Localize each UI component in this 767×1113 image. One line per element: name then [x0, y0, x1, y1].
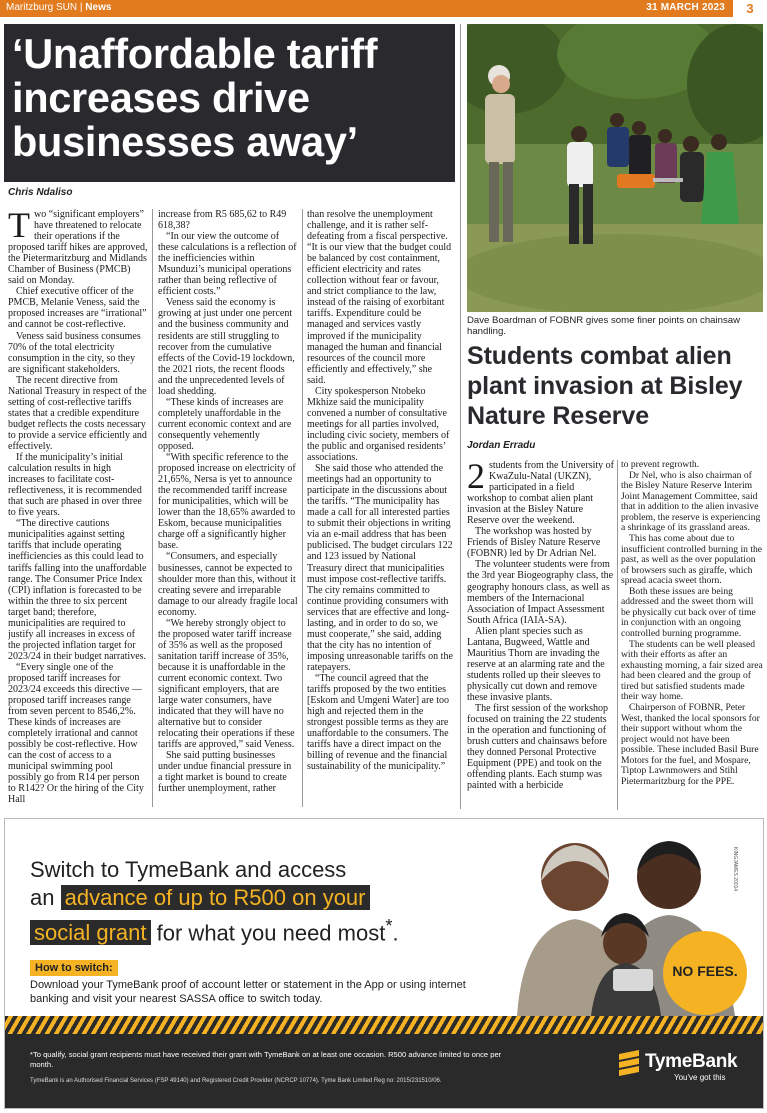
no-fees-badge: [663, 931, 747, 1015]
article-byline: Chris Ndaliso: [8, 187, 73, 198]
full-stop: .: [392, 920, 399, 946]
news-photo: [467, 24, 763, 312]
paragraph: The first session of the workshop focused on training the 22 students in the operation and functioning of brush cutters and chainsaws before they donned Personal Protective Equipment (PPE) and took on the offending plants. Each stump was painted with a herbicide: [467, 703, 609, 792]
advert-title-highlight: social grant: [30, 920, 151, 945]
article-2-column-1: [467, 460, 614, 812]
section-name: News: [85, 2, 112, 13]
paragraph: The recent directive from National Treasury in respect of the setting of cost-reflective tariffs states that a credible expenditure budget reflects the costs necessary to provide a service efficiently and effectively.: [8, 374, 147, 452]
advert-title-line-1: Switch to TymeBank and access: [30, 857, 347, 882]
paragraph: The volunteer students were from the 3rd year Biogeography class, the geography honours class, as well as members of the Internacional Association of Impact Assessment South Africa (IAIA-SA).: [467, 559, 614, 626]
column-divider: [152, 209, 153, 807]
article-2-column-2: [621, 460, 763, 812]
brand-tagline: You've got this: [674, 1073, 726, 1082]
paragraph: The workshop was hosted by Friends of Bisley Nature Reserve (FOBNR) led by Dr Adrian Nel.: [467, 526, 601, 560]
page-header-bar: [0, 0, 767, 17]
paragraph: “Consumers, and especially businesses, cannot be expected to shoulder more than this, without it creating severe and irreparable damage to our already fragile local economy.: [158, 551, 298, 618]
brand-name: TymeBank: [645, 1051, 738, 1072]
paragraph: Dr Nel, who is also chairman of the Bisley Nature Reserve Interim Joint Management Committee, said that in addition to the alien invasive problem, the reserve is experiencing a shrinkage of its grassland areas.: [621, 469, 761, 534]
paragraph: “These kinds of increases are completely unaffordable in the current economic context and are consequently vehemently opposed.: [158, 396, 292, 452]
paragraph: Veness said business consumes 70% of the total electricity consumption in the city, so they are significant stakeholders.: [8, 330, 141, 375]
paragraph: The students can be well pleased with their efforts as after an exhausting morning, a fair sized area had been cleared and the group of tired but satisfied students made their way home.: [621, 638, 763, 703]
paragraph: This has come about due to insufficient controlled burning in the past, as well as the over population of browsers such as giraffe, which spread acacia sweet thorn.: [621, 532, 763, 587]
issue-date: 31 MARCH 2023: [646, 2, 725, 13]
paragraph: City spokesperson Ntobeko Mkhize said the municipality convened a number of consultative meetings for all parties involved, including civic society, members of the public and organised residents’ associations.: [307, 385, 450, 464]
paragraph: “With specific reference to the proposed increase on electricity of 21,65%, Nersa is yet to announce the recommended tariff increase for municipalities, which will be lower than the 18,65% awarded to Eskom, because municipalities charge off a significantly higher base.: [158, 452, 296, 552]
article-2-byline: Jordan Erradu: [467, 440, 536, 451]
paragraph: than resolve the unemployment challenge, and it is rather self-defeating from a fiscal perspective. “It is our view that the budget could be balanced by cost containment, efficient electricity and rates collection without fear or favour, and strict compliance to the law, instead of the raising of exorbitant tariffs. Expenditure could be managed and services vastly improved if the municipality managed the human and financial resources of the council more efficiently and effectively,” she said.: [307, 209, 452, 386]
column-divider: [617, 460, 618, 810]
paragraph: Alien plant species such as Lantana, Bugweed, Wattle and Mauritius Thorn are invading the reserve at an alarming rate and the students rolled up their sleeves to physically cut down and remove these invasive plants.: [467, 625, 605, 703]
paragraph: Both these issues are being addressed and the sweet thorn will be physically cut back over of time in conjunction with an ongoing controlled burning programme.: [621, 585, 756, 639]
paragraph: If the municipality’s initial calculation results in high increases to facilitate cost-reflectiveness, it is recommended that such are phased in over three to five years.: [8, 452, 142, 519]
no-fees-text: NO FEES.: [672, 963, 738, 979]
paragraph: Chief executive officer of the PMCB, Melanie Veness, said the proposed increases are “irrational” and cannot be cost-reflective.: [8, 286, 147, 331]
advert-legal-text: TymeBank is an Authorised Financial Services (FSP 49140) and Registered Credit Provider (NCRCP 10774). Tyme Bank Limited Reg no: 2015/231510/06.: [30, 1078, 442, 1084]
asterisk-mark: *: [385, 915, 393, 936]
paragraph: Chairperson of FOBNR, Peter West, thanked the local sponsors for their support without whom the project would not have been possible. These included Basil Bure Motors for the fuel, and Mospare, Tiptop Lawnmowers and Stihl Pietermaritzburg for the PPE.: [621, 701, 760, 787]
paragraph: “In our view the outcome of these calculations is a reflection of the inefficiencies within Msunduzi’s municipal operations rather than being reflective of efficient costs.”: [158, 231, 297, 298]
advert-fine-print: *To qualify, social grant recipients must have received their grant with TymeBank on at least one occasion. R500 advance limited to once per month.: [30, 1050, 502, 1069]
article-2-headline: Students combat alien plant invasion at Bisley Nature Reserve: [467, 342, 743, 430]
advert-reference: KINGJAMES 20014: [732, 847, 738, 892]
paragraph: “The council agreed that the tariffs proposed by the two entities [Eskom and Umgeni Water] are too high and rejected them in the strongest possible terms as they are unaffordable to the consumers. The tariffs have a direct impact on the billing of revenue and the financial sustainability of the municipality.”: [307, 672, 450, 773]
drop-cap: 2: [467, 460, 485, 496]
tymebank-advert: [4, 818, 764, 1109]
advert-title-line-2: [30, 885, 370, 911]
advert-title-highlight: advance of up to R500 on your: [61, 885, 370, 910]
how-to-switch-text: Download your TymeBank proof of account letter or statement in the App or using internet banking and visit your nearest SASSA office to switch today.: [30, 979, 466, 1005]
paragraph: She said those who attended the meetings had an opportunity to participate in the discussions about the tariffs. “The municipality has made a call for all interested parties to submit their objections in writing via an e-mail address that has been publicised. The budget circulars 122 and 123 issued by National Treasury direct that municipalities must impose cost-reflective tariffs. The city remains committed to continue providing consumers with services that are effective and long-lasting, and in order to do so, we must cooperate,” she said, adding that the city has no intention of imposing unreasonable tariffs on the ratepayers.: [307, 463, 453, 673]
article-column-1: [8, 209, 148, 809]
article-headline-box: [4, 24, 455, 182]
column-divider: [302, 209, 303, 807]
advert-title-plain: for what you need most: [156, 920, 386, 946]
paragraph: She said putting businesses under undue financial pressure in a tight market is bound to create further unemployment, rather: [158, 750, 292, 795]
drop-cap: T: [8, 209, 30, 245]
paragraph: “Every single one of the proposed tariff increases for 2023/24 exceeds this directive — proposed tariff increases range from seven percent to 8546,2%. These kinds of increases are completely irrational and cannot possibly be cost-reflective. How can the cost of access to a municipal swimming pool possibly go from R14 per person to R142? Or the hiring of the City Hall: [8, 661, 144, 806]
paragraph: “The directive cautions municipalities against setting tariffs that include operating inefficiencies as this could lead to tariffs falling into the unaffordable range. The Consumer Price Index (CPI) inflation is forecasted to be within the three to six percent target band; therefore, municipalities are required to justify all increases in excess of the projected inflation target for 2023/24 in their budget narratives.: [8, 518, 147, 662]
paragraph: “We hereby strongly object to the proposed water tariff increase of 35% as well as the proposed sanitation tariff increase of 35%, because it is unaffordable in the current economic context. Two significant employers, that are large water consumers, have indicated that they will have no alternative but to consider relocating their operations if these tariffs are approved,” said Veness.: [158, 617, 295, 751]
publication-section: Maritzburg SUN | News: [6, 2, 112, 13]
how-to-switch-label: How to switch:: [30, 960, 118, 976]
paragraph: to prevent regrowth.: [621, 460, 700, 470]
section-divider: [460, 24, 461, 809]
article-column-2: [158, 209, 298, 809]
paragraph: wo “significant employers” have threatened to relocate their operations if the proposed tariff hikes are approved, the Pietermaritzburg and Midlands Chamber of Business (PMCB) said on Monday.: [8, 209, 148, 287]
tymebank-logo: [617, 1048, 747, 1088]
advert-title-plain: an: [30, 885, 55, 910]
advert-title-line-3: [30, 915, 399, 946]
paragraph: increase from R5 685,62 to R49 618,38?: [158, 209, 287, 232]
tymebank-logo-icon: [617, 1048, 643, 1078]
paragraph: Veness said the economy is growing at just under one percent and the business community and residents are still struggling to recover from the cumulative effects of the Covid-19 lockdown, the 2021 riots, the recent floods and the unprecedented levels of load shedding.: [158, 297, 295, 397]
article-headline: ‘Unaffordable tariff increases drive businesses away’: [12, 30, 378, 165]
article-column-3: [307, 209, 453, 809]
page-number: 3: [733, 0, 767, 17]
publication-name: Maritzburg SUN: [6, 2, 78, 13]
photo-caption: Dave Boardman of FOBNR gives some finer points on chainsaw handling.: [467, 315, 741, 337]
paragraph: students from the University of KwaZulu-Natal (UKZN), participated in a field workshop to combat alien plant invasion at the Bisley Nature Reserve over the weekend.: [467, 460, 614, 527]
hazard-stripe: [5, 1016, 764, 1034]
